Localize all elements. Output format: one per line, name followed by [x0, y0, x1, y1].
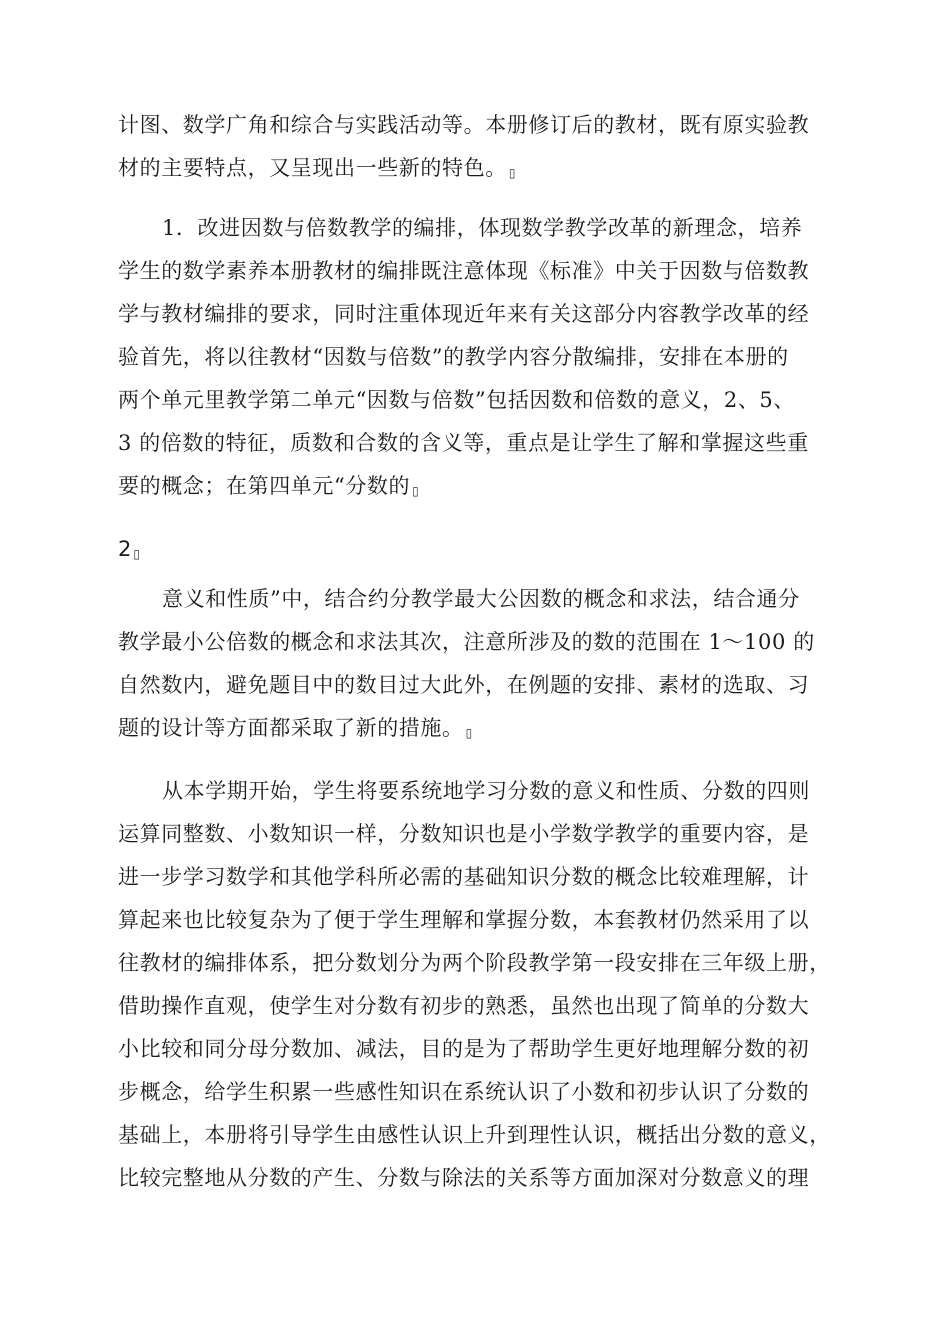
text-line: 算起来也比较复杂为了便于学生理解和掌握分数，本套教材仍然采用了以 [118, 908, 810, 932]
paragraph-1 [118, 104, 838, 190]
paragraph-end-mark: ▯ [465, 726, 473, 740]
text-line: 自然数内，避免题目中的数目过大此外，在例题的安排、素材的选取、习 [118, 673, 810, 697]
text-line: 借助操作直观，使学生对分数有初步的熟悉，虽然也出现了简单的分数大 [118, 994, 810, 1018]
paragraph-end-mark: ▯ [412, 484, 420, 498]
text-line: 3 的倍数的特征，质数和合数的含义等，重点是让学生了解和掌握这些重 [118, 431, 809, 455]
text-line: 进一步学习数学和其他学科所必需的基础知识分数的概念比较难理解，计 [118, 865, 810, 889]
text-line: 计图、数学广角和综合与实践活动等。本册修订后的教材，既有原实验教 [118, 113, 810, 137]
paragraph-end-mark: ▯ [508, 166, 517, 180]
text-line [118, 147, 838, 190]
paragraph-4 [118, 770, 838, 1200]
text-span: 要的概念；在第四单元“分数的 [118, 474, 411, 498]
text-line: 意义和性质”中，结合约分教学最大公因数的概念和求法，结合通分 [162, 587, 800, 611]
text-line: 两个单元里教学第二单元“因数与倍数”包括因数和倍数的意义，2、5、 [118, 388, 795, 412]
text-line: 从本学期开始，学生将要系统地学习分数的意义和性质、分数的四则 [162, 779, 810, 803]
text-line: 往教材的编排体系，把分数划分为两个阶段教学第一段安排在三年级上册， [118, 951, 831, 975]
text-line: 基础上，本册将引导学生由感性认识上升到理性认识，概括出分数的意义， [118, 1123, 831, 1147]
page-number [118, 534, 140, 569]
text-line: 比较完整地从分数的产生、分数与除法的关系等方面加深对分数意义的理 [118, 1166, 810, 1190]
text-line: 学与教材编排的要求，同时注重体现近年来有关这部分内容教学改革的经 [118, 302, 810, 326]
paragraph-3 [118, 578, 838, 750]
text-line: 1．改进因数与倍数教学的编排，体现数学教学改革的新理念，培养 [162, 216, 803, 240]
text-line [118, 465, 838, 508]
text-line: 学生的数学素养本册教材的编排既注意体现《标准》中关于因数与倍数教 [118, 259, 810, 283]
text-span: 材的主要特点，又呈现出一些新的特色。 [118, 156, 507, 180]
paragraph-2 [118, 207, 838, 508]
text-line: 小比较和同分母分数加、减法，目的是为了帮助学生更好地理解分数的初 [118, 1037, 810, 1061]
text-span: 题的设计等方面都采取了新的措施。 [118, 716, 464, 740]
text-line [118, 707, 838, 750]
text-line: 教学最小公倍数的概念和求法其次，注意所涉及的数的范围在 1～100 的 [118, 630, 815, 654]
page-number-text: 2 [118, 537, 132, 561]
text-line: 运算同整数、小数知识一样，分数知识也是小学数学教学的重要内容，是 [118, 822, 810, 846]
text-line: 步概念，给学生积累一些感性知识在系统认识了小数和初步认识了分数的 [118, 1080, 810, 1104]
text-line: 验首先，将以往教材“因数与倍数”的教学内容分散编排，安排在本册的 [118, 345, 789, 369]
paragraph-end-mark: ▯ [133, 547, 140, 561]
